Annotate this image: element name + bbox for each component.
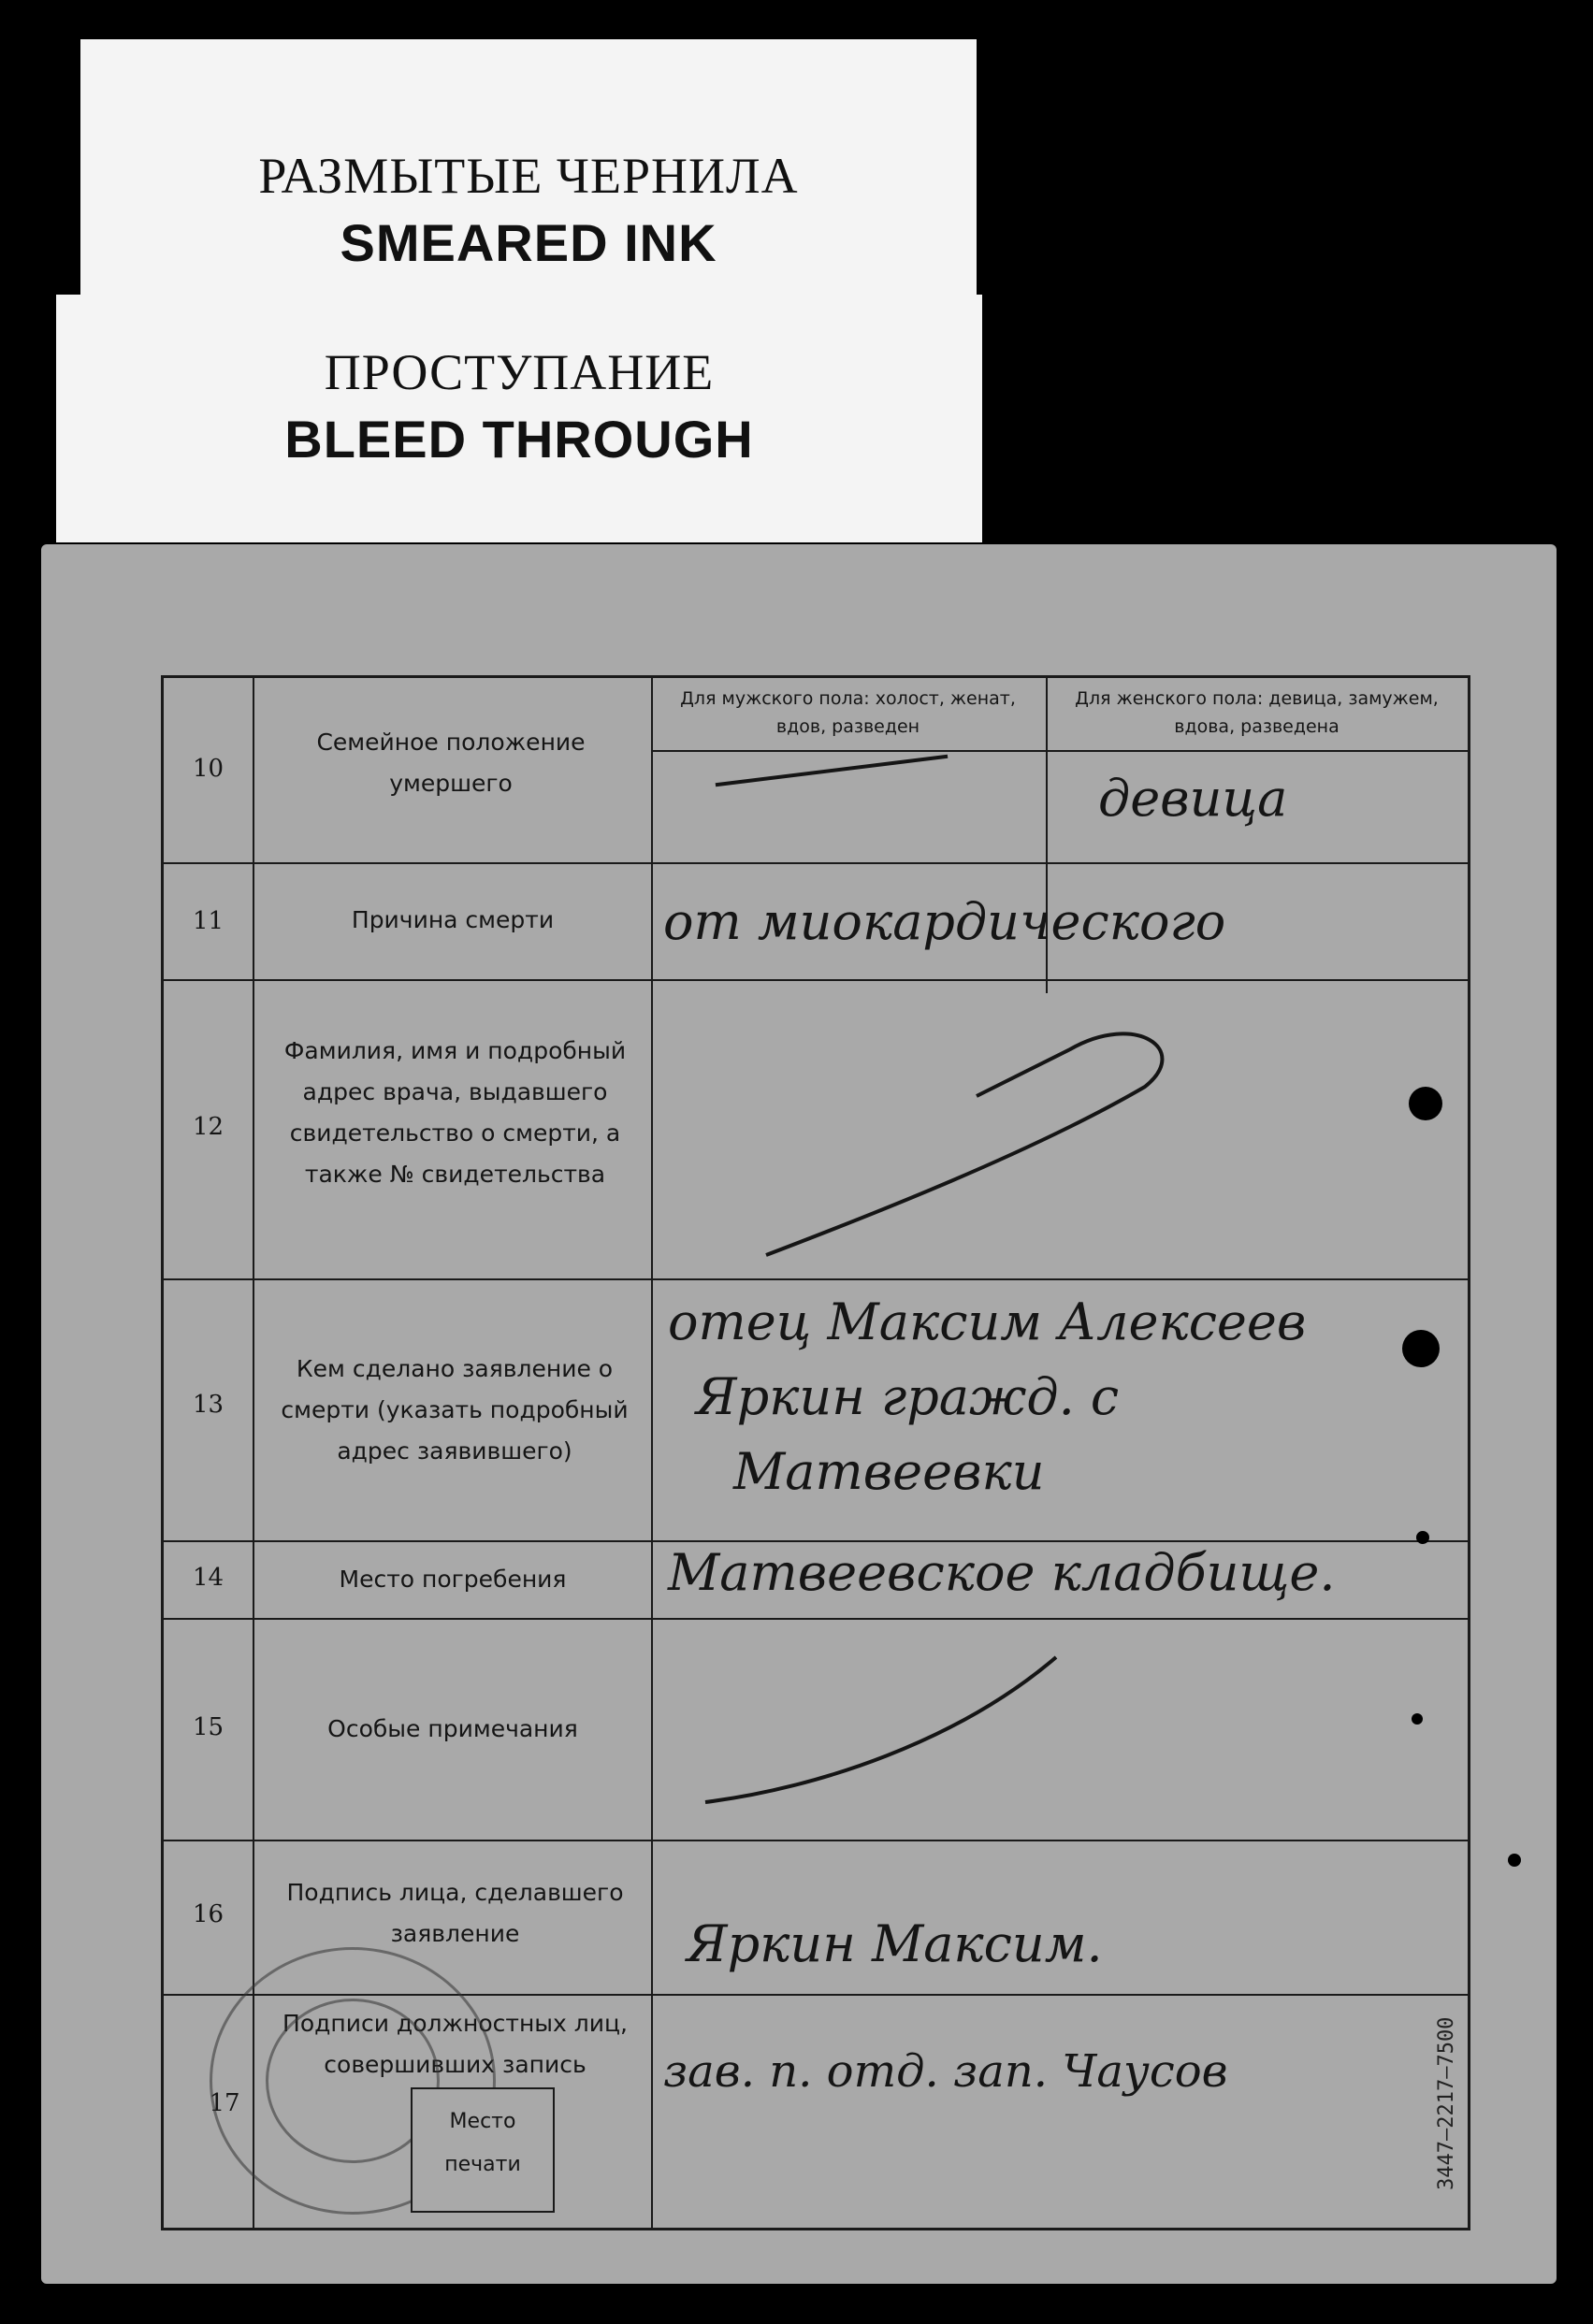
binding-hole (1412, 1713, 1423, 1725)
row-10-number: 10 (192, 755, 224, 783)
bleed-through-label-en: BLEED THROUGH (284, 410, 754, 469)
table-border-right (1468, 675, 1470, 2230)
row-divider (161, 979, 1470, 981)
row-13-value-line-2: Яркин гражд. с (696, 1367, 1120, 1426)
row-16-signature: Яркин Максим. (687, 1914, 1103, 1973)
smeared-ink-label-card (80, 39, 977, 299)
row-13-value-line-1: отец Максим Алексеев (668, 1292, 1307, 1351)
row-14-label: Место погребения (339, 1566, 567, 1593)
header-female: Для женского пола: девица, замужем, вдова, разведена (1075, 688, 1439, 737)
column-divider-label (651, 675, 653, 2230)
row-13-value-line-3: Матвеевки (733, 1442, 1045, 1501)
header-underline (651, 750, 1468, 752)
row-15-number: 15 (192, 1713, 224, 1741)
row-16-label: Подпись лица, сделавшего заявление (286, 1879, 624, 1947)
row-divider (161, 1540, 1470, 1542)
print-code: 3447—2217—7500 (1435, 2016, 1458, 2190)
row-12-dash-stroke (752, 1012, 1173, 1274)
binding-hole (1402, 1330, 1440, 1367)
death-record-form (41, 544, 1557, 2284)
row-15-label: Особые примечания (327, 1715, 578, 1742)
row-11-value: от миокардического (663, 892, 1226, 951)
row-17-signature: зав. п. отд. зап. Чаусов (663, 2045, 1228, 2098)
row-15-dash-stroke (696, 1648, 1070, 1816)
row-12-number: 12 (192, 1113, 224, 1141)
row-16-number: 16 (192, 1900, 224, 1928)
row-divider (161, 1278, 1470, 1280)
row-10-label: Семейное положение умершего (316, 729, 586, 797)
row-14-number: 14 (192, 1564, 224, 1592)
row-17-number: 17 (209, 2089, 240, 2117)
row-10-female-value: девица (1098, 769, 1288, 828)
row-divider (161, 862, 1470, 864)
row-13-number: 13 (192, 1391, 224, 1419)
row-14-value: Матвеевское кладбище. (668, 1543, 1336, 1602)
row-13-label: Кем сделано заявление о смерти (указать подробный адрес заявившего) (281, 1355, 629, 1465)
row-12-label: Фамилия, имя и подробный адрес врача, выдавшего свидетельство о смерти, а также № свидетельства (283, 1037, 627, 1188)
bleed-through-label-ru: ПРОСТУПАНИЕ (324, 344, 715, 400)
binding-hole (1409, 1087, 1442, 1120)
row-11-label: Причина смерти (351, 906, 555, 933)
stamp-place-label: Место печати (444, 2110, 521, 2176)
header-male: Для мужского пола: холост, женат, вдов, разведен (680, 688, 1016, 737)
bleed-through-label-card (56, 295, 982, 542)
row-divider (161, 1618, 1470, 1620)
table-border-top (161, 675, 1470, 678)
smeared-ink-label-en: SMEARED INK (340, 213, 717, 272)
stamp-place-box (411, 2087, 555, 2213)
row-10-male-dash (716, 755, 949, 787)
binding-hole (1416, 1531, 1429, 1544)
binding-hole (1508, 1854, 1521, 1867)
table-border-bottom (161, 2228, 1470, 2230)
row-11-number: 11 (192, 907, 224, 935)
row-divider (161, 1840, 1470, 1841)
row-17-label: Подписи должностных лиц, совершивших запись (282, 2010, 628, 2078)
smeared-ink-label-ru: РАЗМЫТЫЕ ЧЕРНИЛА (258, 148, 799, 204)
